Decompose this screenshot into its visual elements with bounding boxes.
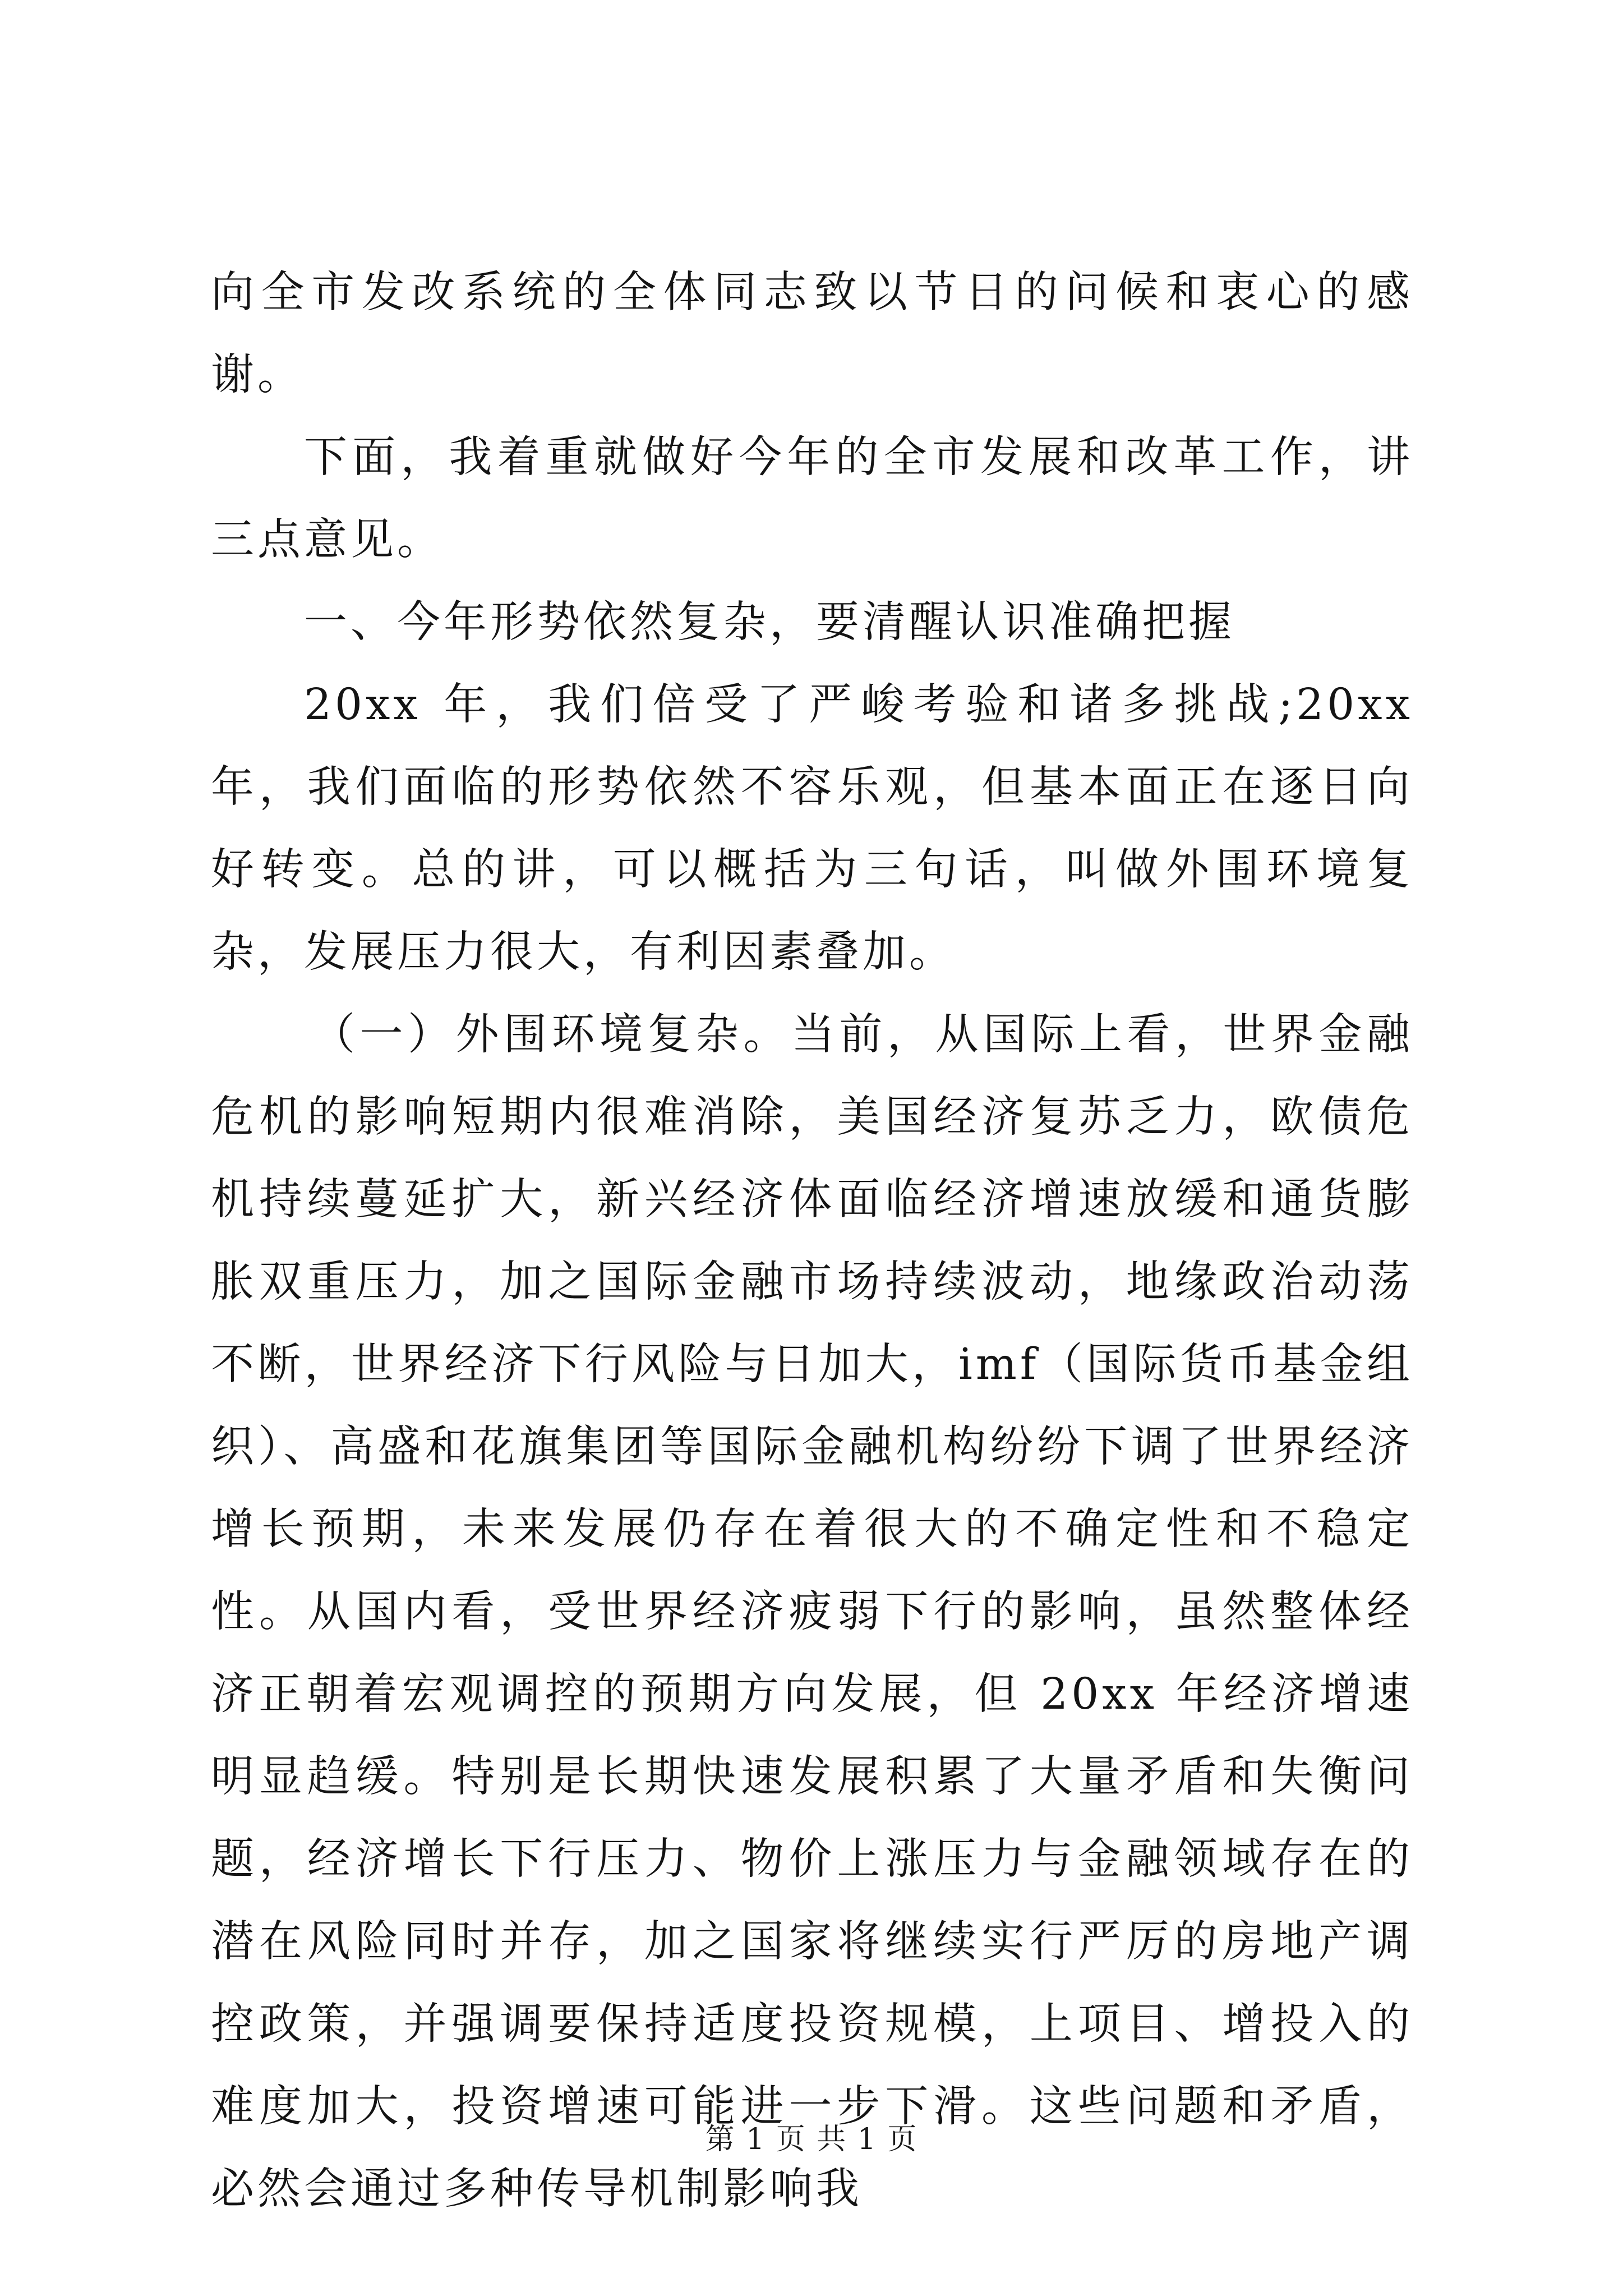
section-heading: 一、今年形势依然复杂，要清醒认识准确把握 bbox=[304, 597, 1235, 647]
paragraph-continuation: 向全市发改系统的全体同志致以节日的问候和衷心的感谢。 bbox=[211, 268, 1413, 400]
document-body bbox=[211, 251, 1413, 2230]
page-footer: 第 1 页 共 1 页 bbox=[705, 2123, 918, 2156]
paragraph-external-environment: （一）外围环境复杂。当前，从国际上看，世界金融危机的影响短期内很难消除，美国经济复苏乏力，欧债危机持续蔓延扩大，新兴经济体面临经济增速放缓和通货膨胀双重压力，加之国际金融市场持续波动，地缘政治动荡不断，世界经济下行风险与日加大，imf（国际货币基金组织）、高盛和花旗集团等国际金融机构纷纷下调了世界经济增长预期，未来发展仍存在着很大的不确定性和不稳定性。从国内看，受世界经济疲弱下行的影响，虽然整体经济正朝着宏观调控的预期方向发展，但 20xx 年经济增速明显趋缓。特别是长期快速发展积累了大量矛盾和失衡问题，经济增长下行压力、物价上涨压力与金融领域存在的潜在风险同时并存，加之国家将继续实行严厉的房地产调控政策，并强调要保持适度投资规模，上项目、增投入的难度加大，投资增速可能进一步下滑。这些问题和矛盾，必然会通过多种传导机制影响我 bbox=[211, 1010, 1413, 2214]
paragraph-intro: 下面，我着重就做好今年的全市发展和改革工作，讲三点意见。 bbox=[211, 432, 1413, 565]
paragraph-situation: 20xx 年，我们倍受了严峻考验和诸多挑战;20xx 年，我们面临的形势依然不容乐观，但基本面正在逐日向好转变。总的讲，可以概括为三句话，叫做外围环境复杂，发展压力很大，有利因素叠加。 bbox=[211, 680, 1413, 977]
